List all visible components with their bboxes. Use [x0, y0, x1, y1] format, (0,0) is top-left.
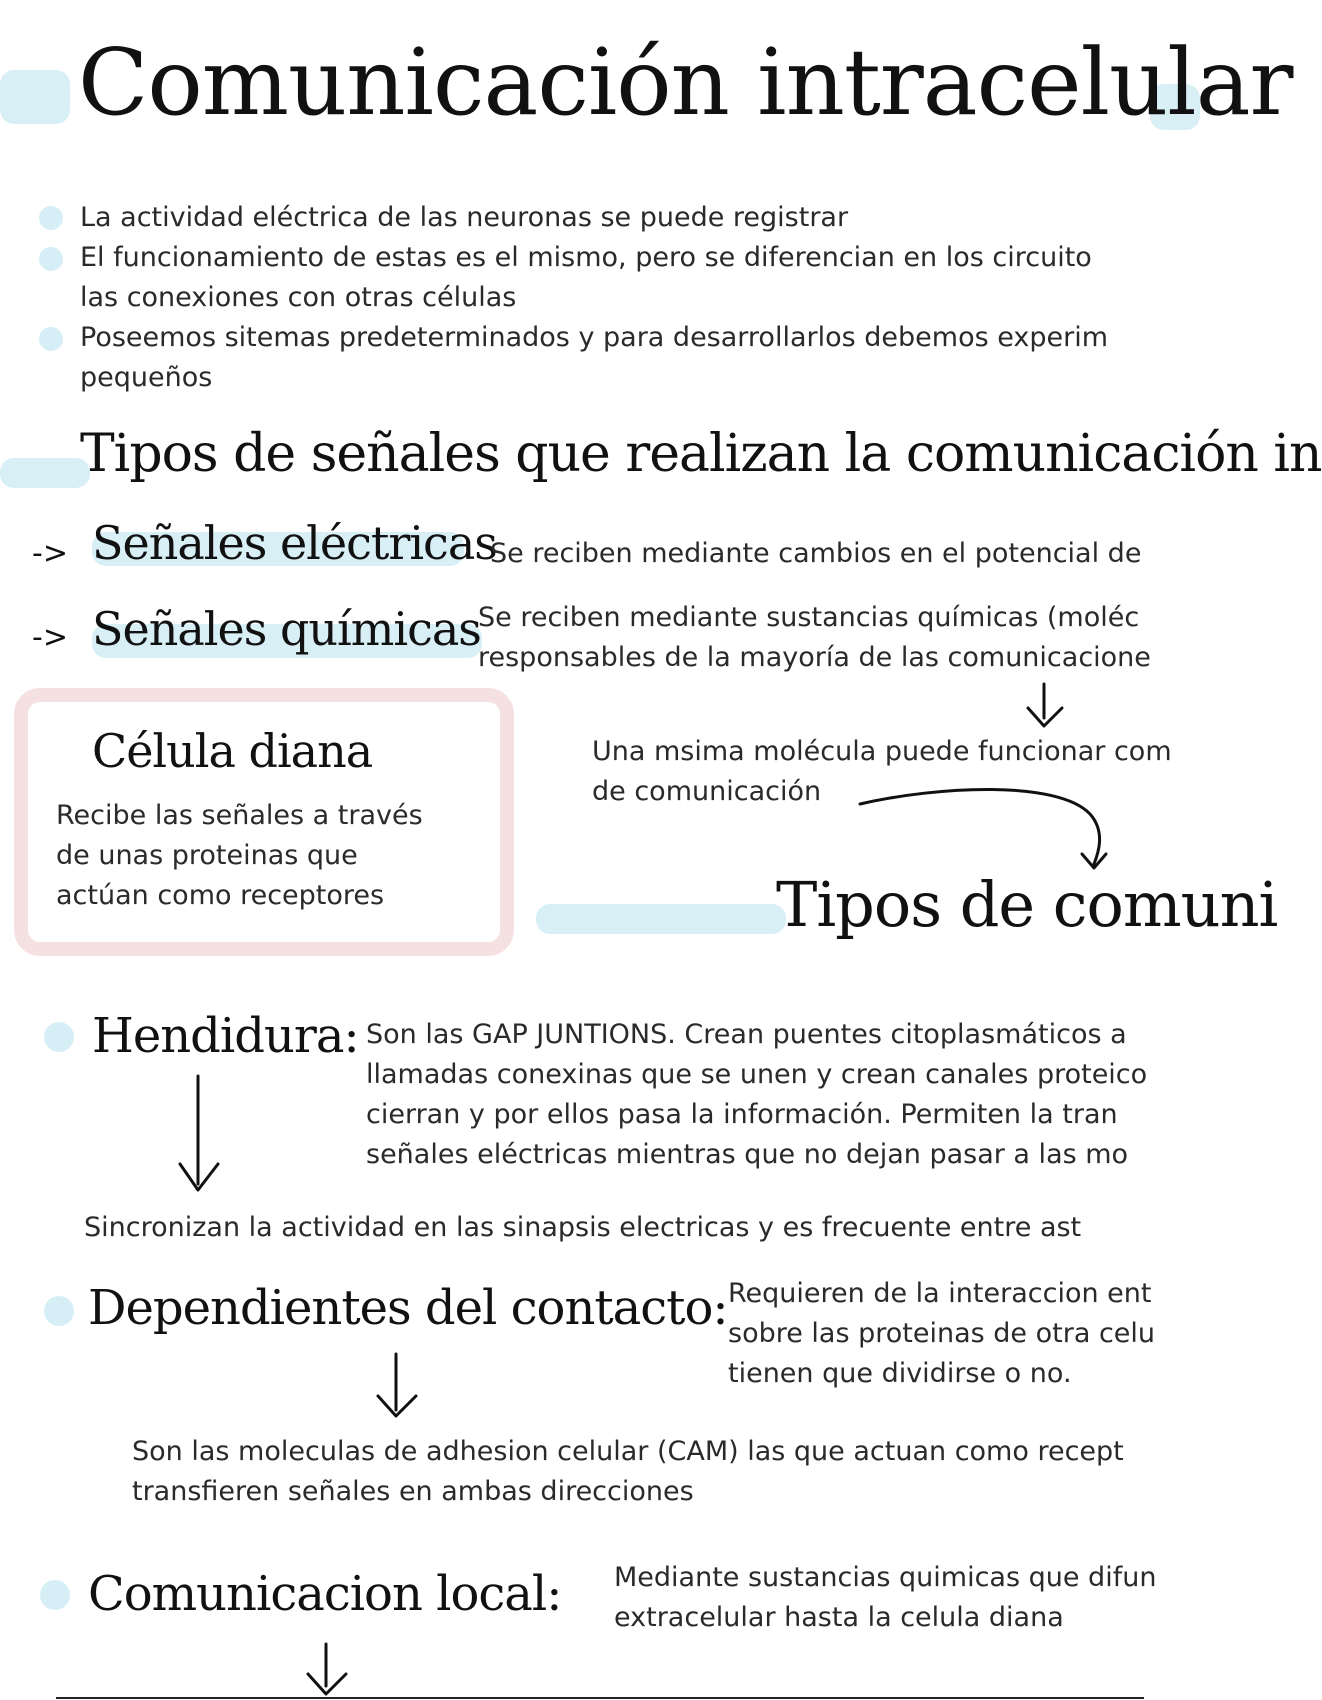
contact-result	[132, 1432, 1124, 1512]
bullet-dot	[39, 206, 63, 230]
chemical-signals-text	[478, 598, 1151, 678]
intro-bullet-1-line-1: La actividad eléctrica de las neuronas se puede registrar	[80, 202, 849, 233]
title-highlight-left	[0, 70, 70, 124]
electric-signals-label: Señales eléctricas	[92, 516, 497, 570]
gap-line-2: llamadas conexinas que se unen y crean canales proteico	[366, 1059, 1148, 1090]
intro-bullet-3-line-1: Poseemos sitemas predeterminados y para desarrollarlos debemos experim	[80, 322, 1109, 353]
contact-text	[728, 1274, 1155, 1394]
intro-bullet-1	[80, 198, 848, 238]
contact-result-line-2: transfieren señales en ambas direcciones	[132, 1476, 694, 1507]
target-cell-heading: Célula diana	[92, 724, 373, 778]
local-line-2: extracelular hasta la celula diana	[614, 1602, 1064, 1633]
section-signals-heading: Tipos de señales que realizan la comunicación in	[80, 424, 1322, 484]
bullet-dot	[39, 247, 63, 271]
same-molecule-line-1: Una msima molécula puede funcionar com	[592, 736, 1172, 767]
local-label: Comunicacion local:	[88, 1566, 562, 1622]
contact-line-2: sobre las proteinas de otra celu	[728, 1318, 1156, 1349]
chemical-signals-line-1: Se reciben mediante sustancias químicas (moléc	[478, 602, 1140, 633]
local-text	[614, 1558, 1156, 1638]
intro-bullet-2-line-1: El funcionamiento de estas es el mismo, pero se diferencian en los circuito	[80, 242, 1092, 273]
contact-line-3: tienen que dividirse o no.	[728, 1358, 1072, 1389]
gap-line-1: Son las GAP JUNTIONS. Crean puentes citoplasmáticos a	[366, 1019, 1127, 1050]
bottom-divider	[56, 1697, 1144, 1699]
intro-bullet-2	[80, 238, 1092, 318]
bullet-dot	[39, 327, 63, 351]
contact-result-line-1: Son las moleculas de adhesion celular (CAM) las que actuan como recept	[132, 1436, 1124, 1467]
gap-result	[84, 1208, 1081, 1248]
page-title: Comunicación intracelular	[78, 29, 1293, 136]
bullet-dot	[40, 1580, 70, 1610]
same-molecule-line-2: de comunicación	[592, 776, 822, 807]
target-cell-line-3: actúan como receptores	[56, 880, 385, 911]
gap-result-line: Sincronizan la actividad en las sinapsis electricas y es frecuente entre ast	[84, 1212, 1082, 1243]
chemical-signals-label: Señales químicas	[92, 602, 481, 656]
electric-signals-line-1: Se reciben mediante cambios en el potencial de	[490, 538, 1142, 569]
target-cell-line-1: Recibe las señales a través	[56, 800, 423, 831]
contact-line-1: Requieren de la interaccion ent	[728, 1278, 1152, 1309]
arrow-down-icon	[1022, 680, 1082, 740]
gap-label: Hendidura:	[92, 1008, 359, 1064]
section-signals-highlight	[0, 458, 90, 488]
electric-signals-text	[490, 534, 1141, 574]
target-cell-text	[56, 796, 423, 916]
chemical-arrow-prefix: ->	[32, 620, 68, 655]
arrow-down-icon	[304, 1640, 364, 1700]
gap-text	[366, 1015, 1147, 1175]
chemical-signals-line-2: responsables de la mayoría de las comunicacione	[478, 642, 1151, 673]
intro-bullet-3	[80, 318, 1108, 398]
arrow-down-icon	[374, 1350, 434, 1430]
target-cell-line-2: de unas proteinas que	[56, 840, 358, 871]
intro-bullet-3-line-2: pequeños	[80, 362, 213, 393]
contact-label: Dependientes del contacto:	[88, 1280, 728, 1336]
arrow-down-icon	[176, 1072, 236, 1202]
electric-arrow-prefix: ->	[32, 536, 68, 571]
gap-line-3: cierran y por ellos pasa la información. Permiten la tran	[366, 1099, 1118, 1130]
gap-line-4: señales eléctricas mientras que no dejan pasar a las mo	[366, 1139, 1129, 1170]
bullet-dot	[44, 1022, 74, 1052]
section-comm-highlight	[536, 904, 786, 934]
local-line-1: Mediante sustancias quimicas que difun	[614, 1562, 1157, 1593]
bullet-dot	[44, 1296, 74, 1326]
section-comm-heading: Tipos de comuni	[776, 868, 1278, 941]
intro-bullet-2-line-2: las conexiones con otras células	[80, 282, 517, 313]
